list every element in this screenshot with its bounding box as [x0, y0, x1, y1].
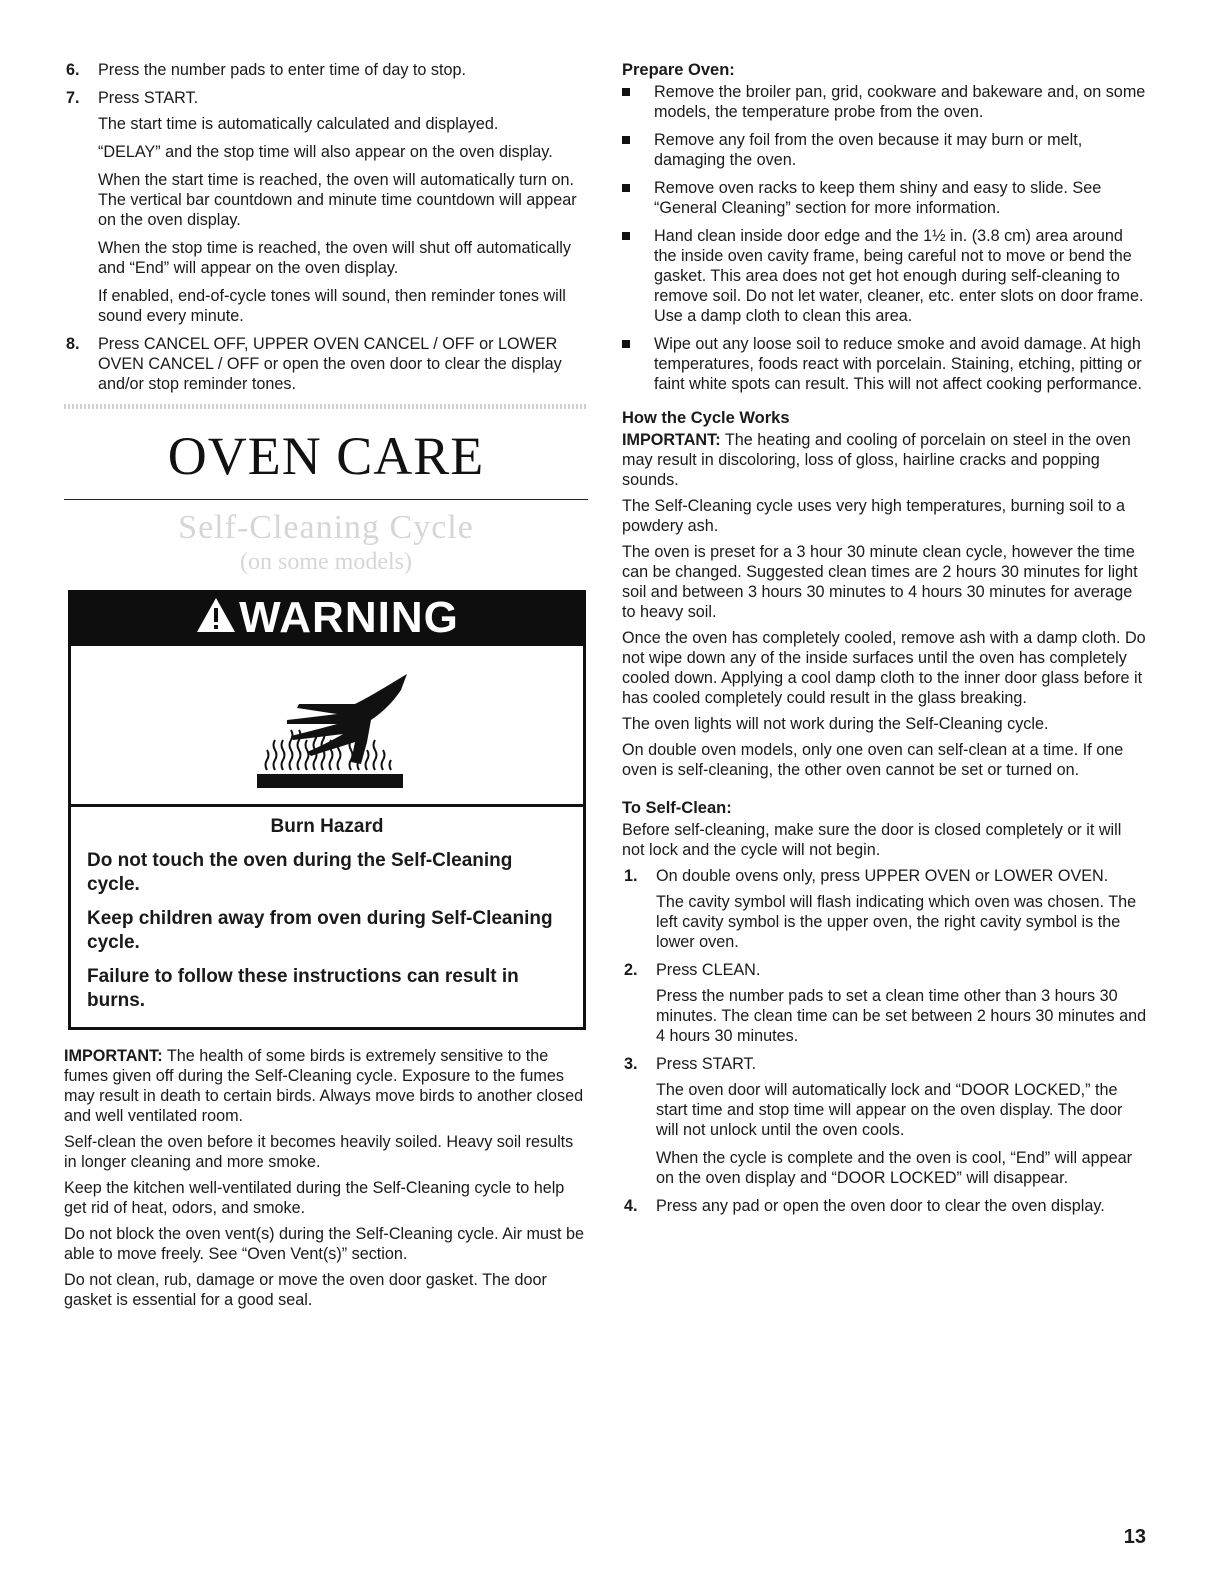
step-text: Press the number pads to enter time of day to stop. — [98, 61, 467, 79]
step-detail: The oven door will automatically lock and “DOOR LOCKED,” the start time and stop time will appear on the oven display. The door will not unlock until the oven cools. — [656, 1081, 1123, 1139]
warning-box — [68, 590, 586, 1030]
cycle-heading: How the Cycle Works — [622, 409, 790, 427]
title-rule — [64, 499, 588, 500]
subsection-note: (on some models) — [240, 549, 412, 575]
step-number: 4. — [624, 1197, 638, 1215]
page-number: 13 — [1123, 1526, 1146, 1548]
subsection-title: Self-Cleaning Cycle — [178, 509, 474, 546]
warning-text — [71, 807, 583, 1027]
list-item: Wipe out any loose soil to reduce smoke and avoid damage. At high temperatures, foods react with porcelain. Staining, etching, pitting or faint white spots can result. This will not affect cooking performance. — [622, 334, 1147, 394]
step-detail: When the stop time is reached, the oven will shut off automatically and “End” will appear on the oven display. — [98, 239, 571, 277]
step-text: On double ovens only, press UPPER OVEN or LOWER OVEN. — [656, 867, 1109, 885]
paragraph: The Self-Cleaning cycle uses very high temperatures, burning soil to a powdery ash. — [622, 497, 1125, 535]
step-detail: The start time is automatically calculated and displayed. — [98, 115, 499, 133]
paragraph: Once the oven has completely cooled, remove ash with a damp cloth. Do not wipe down any of the inside surfaces until the oven has completely cooled down. Applying a cool damp cloth to the inner door glass before it has cooled completely could result in the glass breaking. — [622, 629, 1146, 707]
bullet-icon — [622, 340, 630, 348]
step-text: Press CLEAN. — [656, 961, 761, 979]
self-clean-step-2 — [622, 960, 1147, 1046]
paragraph: The oven is preset for a 3 hour 30 minute clean cycle, however the time can be changed. Suggested clean times are 2 hours 30 minutes for light soil and between 3 hours 30 minutes to 4 hours 30 minutes for average to heavy soil. — [622, 543, 1138, 621]
hazard-title: Burn Hazard — [270, 816, 384, 837]
step-text: Press CANCEL OFF, UPPER OVEN CANCEL / OFF or LOWER OVEN CANCEL / OFF or open the oven door to clear the display and/or stop reminder tones. — [98, 335, 562, 393]
paragraph: Do not block the oven vent(s) during the Self-Cleaning cycle. Air must be able to move freely. See “Oven Vent(s)” section. — [64, 1225, 585, 1263]
left-body — [64, 1046, 588, 1310]
step-number: 2. — [624, 961, 638, 979]
paragraph: The oven lights will not work during the Self-Cleaning cycle. — [622, 715, 1049, 733]
step-detail: “DELAY” and the stop time will also appear on the oven display. — [98, 143, 553, 161]
step-text: Press START. — [656, 1055, 757, 1073]
warning-triangle-icon — [195, 592, 237, 648]
cycle-section — [622, 408, 1147, 780]
important-paragraph — [64, 1046, 588, 1126]
paragraph: Keep the kitchen well-ventilated during the Self-Cleaning cycle to help get rid of heat, odors, and smoke. — [64, 1179, 565, 1217]
step-number: 6. — [66, 61, 80, 79]
self-clean-section — [622, 798, 1147, 1216]
prepare-oven-heading: Prepare Oven: — [622, 61, 735, 79]
step-number: 8. — [66, 335, 80, 353]
warning-label: WARNING — [239, 593, 459, 642]
section-title: OVEN CARE — [167, 426, 485, 486]
left-column — [64, 60, 588, 1316]
bullet-icon — [622, 136, 630, 144]
important-text: The heating and cooling of porcelain on steel in the oven may result in discoloring, loss of gloss, hairline cracks and popping sounds. — [622, 431, 1131, 489]
list-item: Remove any foil from the oven because it may burn or melt, damaging the oven. — [622, 130, 1147, 170]
paragraph: Do not clean, rub, damage or move the oven door gasket. The door gasket is essential for a good seal. — [64, 1271, 547, 1309]
list-item: Hand clean inside door edge and the 1½ in. (3.8 cm) area around the inside oven cavity frame, being careful not to move or bend the gasket. This area does not get hot enough during self-cleaning to remove soil. Do not let water, cleaner, etc. enter slots on door frame. Use a damp cloth to clean this area. — [622, 226, 1147, 326]
important-text: The health of some birds is extremely sensitive to the fumes given off during the Self-Cleaning cycle. Exposure to the fumes may result in death to certain birds. Always move birds to another closed and well ventilated room. — [64, 1047, 584, 1125]
warning-header — [68, 590, 586, 646]
warning-line: Failure to follow these instructions can result in burns. — [87, 966, 519, 1011]
warning-line: Keep children away from oven during Self-Cleaning cycle. — [87, 908, 553, 953]
paragraph: Before self-cleaning, make sure the door is closed completely or it will not lock and the cycle will not begin. — [622, 821, 1122, 859]
prepare-oven-list — [622, 82, 1147, 394]
step-detail: When the cycle is complete and the oven is cool, “End” will appear on the oven display and “DOOR LOCKED” will disappear. — [656, 1149, 1132, 1187]
warning-line: Do not touch the oven during the Self-Cleaning cycle. — [87, 850, 513, 895]
bullet-icon — [622, 184, 630, 192]
step-text: Press START. — [98, 89, 199, 107]
step-8 — [64, 334, 588, 394]
list-item: Remove oven racks to keep them shiny and easy to slide. See “General Cleaning” section for more information. — [622, 178, 1147, 218]
step-number: 3. — [624, 1055, 638, 1073]
self-clean-step-3 — [622, 1054, 1147, 1188]
important-label: IMPORTANT: — [64, 1047, 163, 1065]
step-detail: Press the number pads to set a clean time other than 3 hours 30 minutes. The clean time can be set between 2 hours 30 minutes and 4 hours 30 minutes. — [656, 987, 1147, 1045]
burn-hazard-icon — [71, 646, 583, 807]
step-detail: When the start time is reached, the oven will automatically turn on. The vertical bar countdown and minute time countdown will appear on the oven display. — [98, 171, 577, 229]
list-item: Remove the broiler pan, grid, cookware and bakeware and, on some models, the temperature probe from the oven. — [622, 82, 1147, 122]
bullet-icon — [622, 232, 630, 240]
self-clean-step-4 — [622, 1196, 1147, 1216]
step-detail: The cavity symbol will flash indicating which oven was chosen. The left cavity symbol is the upper oven, the right cavity symbol is the lower oven. — [656, 893, 1137, 951]
dotted-divider — [64, 404, 588, 409]
step-6 — [64, 60, 588, 80]
important-label: IMPORTANT: — [622, 431, 721, 449]
right-column — [622, 60, 1147, 1224]
step-detail: If enabled, end-of-cycle tones will sound, then reminder tones will sound every minute. — [98, 287, 566, 325]
step-number: 7. — [66, 89, 80, 107]
paragraph: On double oven models, only one oven can self-clean at a time. If one oven is self-cleaning, the other oven cannot be set or turned on. — [622, 741, 1124, 779]
important-paragraph — [622, 430, 1147, 490]
self-clean-heading: To Self-Clean: — [622, 799, 732, 817]
step-text: Press any pad or open the oven door to clear the oven display. — [656, 1197, 1105, 1215]
paragraph: Self-clean the oven before it becomes heavily soiled. Heavy soil results in longer cleaning and more smoke. — [64, 1133, 574, 1171]
step-number: 1. — [624, 867, 638, 885]
bullet-icon — [622, 88, 630, 96]
step-7 — [64, 88, 588, 326]
self-clean-step-1 — [622, 866, 1147, 952]
